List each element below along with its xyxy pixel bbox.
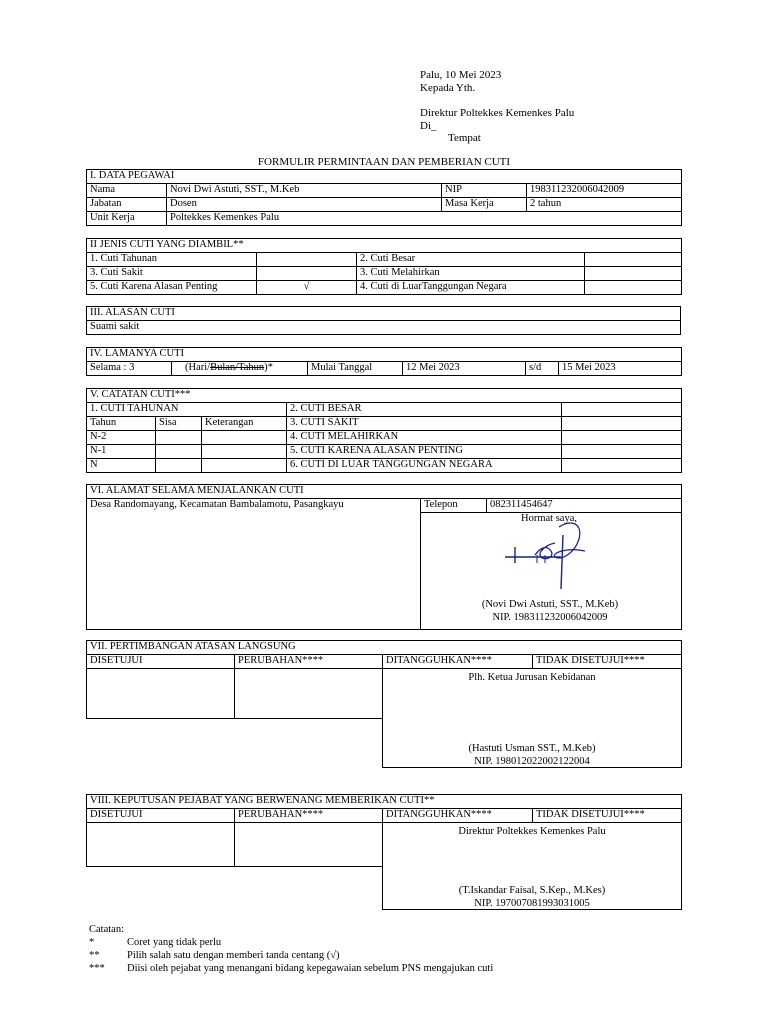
selama-value: Selama : 3 <box>87 362 172 376</box>
section8-heading: VIII. KEPUTUSAN PEJABAT YANG BERWENANG MEMBERIKAN CUTI** <box>87 795 682 809</box>
catatan-melahirkan: 4. CUTI MELAHIRKAN <box>287 431 562 445</box>
catatan-luar-tanggungan: 6. CUTI DI LUAR TANGGUNGAN NEGARA <box>287 459 562 473</box>
cuti-luar-tanggungan-check <box>585 281 682 295</box>
section-catatan-cuti <box>86 388 682 473</box>
tempat-label: Tempat <box>448 132 481 144</box>
section5-heading: V. CATATAN CUTI*** <box>87 389 682 403</box>
jabatan-value: Dosen <box>167 198 442 212</box>
telepon-value: 082311454647 <box>487 499 682 513</box>
end-date: 15 Mei 2023 <box>559 362 682 376</box>
disetujui-label: DISETUJUI <box>87 809 235 823</box>
unit-kerja-value: Poltekkes Kemenkes Palu <box>167 212 682 226</box>
ditangguhkan-label: DITANGGUHKAN**** <box>383 655 533 669</box>
section-data-pegawai <box>86 169 682 226</box>
row-n1: N-1 <box>87 445 156 459</box>
signer-name: (Novi Dwi Astuti, SST., M.Keb) <box>481 599 619 610</box>
section-keputusan-pejabat <box>86 794 682 910</box>
section-alamat <box>86 484 682 630</box>
sd-label: s/d <box>526 362 559 376</box>
check-mark: √ <box>257 281 357 295</box>
pejabat-title: Direktur Poltekkes Kemenkes Palu <box>458 826 606 837</box>
notes-heading: Catatan: <box>89 924 124 935</box>
tidak-disetujui-label: TIDAK DISETUJUI**** <box>533 655 682 669</box>
nama-label: Nama <box>87 184 167 198</box>
cuti-melahirkan-check <box>585 267 682 281</box>
col-keterangan: Keterangan <box>202 417 287 431</box>
note-item <box>89 962 493 975</box>
signature-cell <box>421 513 682 630</box>
section1-heading: I. DATA PEGAWAI <box>87 170 682 184</box>
row-n: N <box>87 459 156 473</box>
row-n2: N-2 <box>87 431 156 445</box>
pejabat-nip: NIP. 197007081993031005 <box>474 898 590 909</box>
notes-block <box>89 923 493 975</box>
note-text: Diisi oleh pejabat yang menangani bidang kepegawaian sebelum PNS mengajukan cuti <box>127 963 494 974</box>
telepon-label: Telepon <box>421 499 487 513</box>
tidak-disetujui-label: TIDAK DISETUJUI**** <box>533 809 682 823</box>
duration-unit: (Hari/Bulan/Tahun)* <box>172 362 308 376</box>
atasan-sign-cell <box>383 669 682 768</box>
recipient: Direktur Poltekkes Kemenkes Palu <box>420 107 575 119</box>
atasan-name: (Hastuti Usman SST., M.Keb) <box>468 743 596 754</box>
catatan-sakit: 3. CUTI SAKIT <box>287 417 562 431</box>
note-mark: *** <box>89 963 105 974</box>
section-lamanya-cuti <box>86 347 682 376</box>
note-text: Pilih salah satu dengan memberi tanda centang (√) <box>127 950 340 961</box>
nip-value: 198311232006042009 <box>527 184 682 198</box>
perubahan-label: PERUBAHAN**** <box>235 655 383 669</box>
section-alasan-cuti <box>86 306 681 335</box>
perubahan-label: PERUBAHAN**** <box>235 809 383 823</box>
kepada-label: Kepada Yth. <box>420 82 476 94</box>
cuti-luar-tanggungan-label: 4. Cuti di LuarTanggungan Negara <box>357 281 585 295</box>
masa-kerja-value: 2 tahun <box>527 198 682 212</box>
place-date: Palu, 10 Mei 2023 <box>420 69 502 81</box>
section-jenis-cuti <box>86 238 682 295</box>
hormat-saya: Hormat saya, <box>521 513 577 524</box>
catatan-tahunan: 1. CUTI TAHUNAN <box>87 403 287 417</box>
catatan-besar: 2. CUTI BESAR <box>287 403 562 417</box>
cuti-alasan-penting-label: 5. Cuti Karena Alasan Penting <box>87 281 257 295</box>
note-mark: * <box>89 937 95 948</box>
section6-heading: VI. ALAMAT SELAMA MENJALANKAN CUTI <box>87 485 682 499</box>
di-label: Di_ <box>420 120 437 132</box>
cuti-besar-label: 2. Cuti Besar <box>357 253 585 267</box>
col-tahun: Tahun <box>87 417 156 431</box>
start-date: 12 Mei 2023 <box>403 362 526 376</box>
note-item <box>89 936 493 949</box>
cuti-tahunan-label: 1. Cuti Tahunan <box>87 253 257 267</box>
cuti-sakit-label: 3. Cuti Sakit <box>87 267 257 281</box>
cuti-tahunan-check <box>257 253 357 267</box>
form-title: FORMULIR PERMINTAAN DAN PEMBERIAN CUTI <box>257 156 511 168</box>
mulai-tanggal-label: Mulai Tanggal <box>308 362 403 376</box>
catatan-alasan-penting: 5. CUTI KARENA ALASAN PENTING <box>287 445 562 459</box>
jabatan-label: Jabatan <box>87 198 167 212</box>
section3-heading: III. ALASAN CUTI <box>87 307 681 321</box>
pejabat-name: (T.Iskandar Faisal, S.Kep., M.Kes) <box>458 885 606 896</box>
col-sisa: Sisa <box>156 417 202 431</box>
alamat-value: Desa Randomayang, Kecamatan Bambalamotu, Pasangkayu <box>87 499 421 630</box>
pejabat-sign-cell <box>383 823 682 910</box>
signer-nip: NIP. 198311232006042009 <box>492 612 608 623</box>
note-item <box>89 949 493 962</box>
nama-value: Novi Dwi Astuti, SST., M.Keb <box>167 184 442 198</box>
masa-kerja-label: Masa Kerja <box>442 198 527 212</box>
note-mark: ** <box>89 950 100 961</box>
note-text: Coret yang tidak perlu <box>127 937 222 948</box>
unit-kerja-label: Unit Kerja <box>87 212 167 226</box>
cuti-melahirkan-label: 3. Cuti Melahirkan <box>357 267 585 281</box>
atasan-nip: NIP. 198012022002122004 <box>474 756 590 767</box>
section7-heading: VII. PERTIMBANGAN ATASAN LANGSUNG <box>87 641 682 655</box>
cuti-besar-check <box>585 253 682 267</box>
nip-label: NIP <box>442 184 527 198</box>
signature-image <box>501 517 611 597</box>
cuti-sakit-check <box>257 267 357 281</box>
alasan-cuti-value: Suami sakit <box>87 321 681 335</box>
ditangguhkan-label: DITANGGUHKAN**** <box>383 809 533 823</box>
disetujui-label: DISETUJUI <box>87 655 235 669</box>
section-pertimbangan-atasan <box>86 640 682 768</box>
section2-heading: II JENIS CUTI YANG DIAMBIL** <box>87 239 682 253</box>
section4-heading: IV. LAMANYA CUTI <box>87 348 682 362</box>
atasan-title: Plh. Ketua Jurusan Kebidanan <box>468 672 596 683</box>
